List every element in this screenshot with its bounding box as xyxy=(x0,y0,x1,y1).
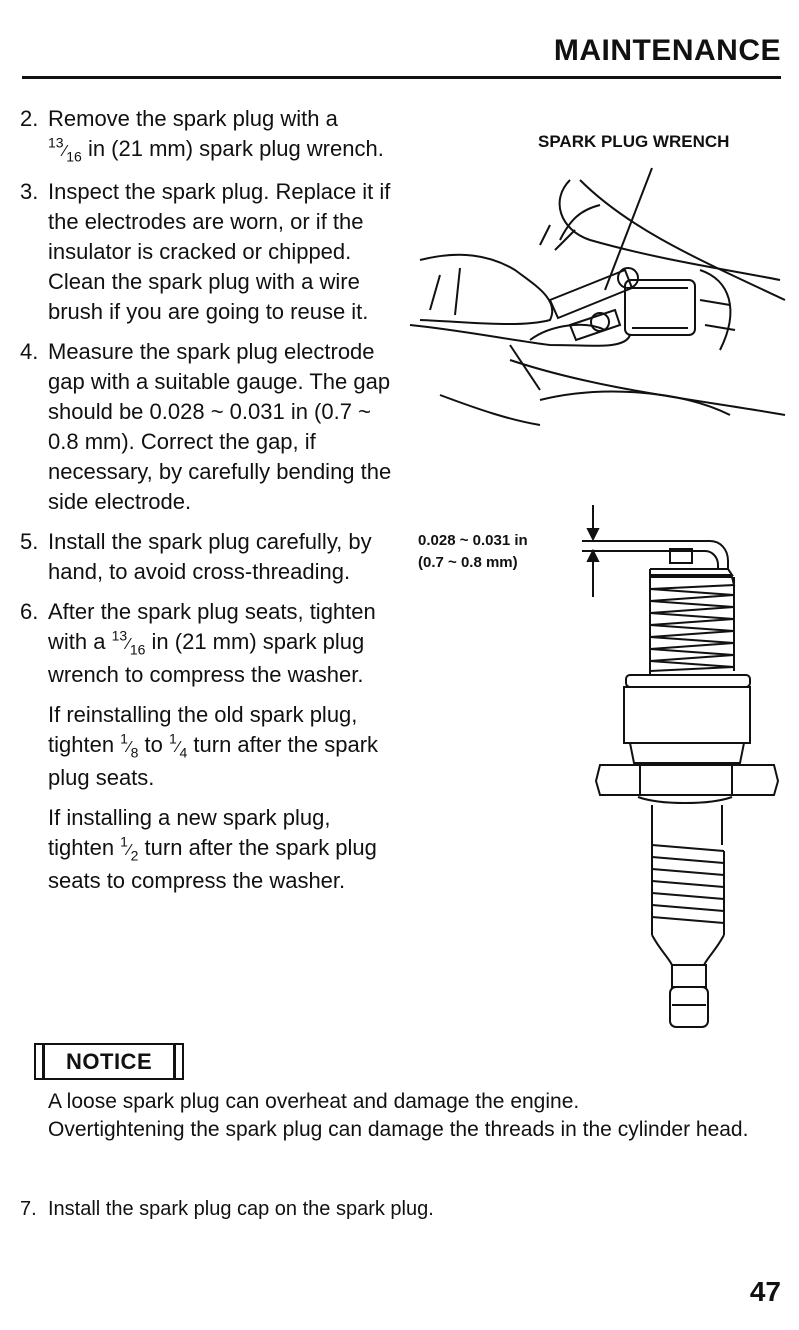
notice-badge: NOTICE xyxy=(34,1043,184,1080)
step-4 xyxy=(20,337,400,517)
fraction-numerator: 13 xyxy=(111,627,128,644)
new-plug-paragraph: If installing a new spark plug, tighten $^1⁄_2$ turn after the spark plug seats to compress the washer. xyxy=(48,805,377,893)
notice-text xyxy=(48,1088,768,1144)
step-text: After the spark plug seats, tighten with a xyxy=(48,599,376,654)
step-2: 2. Remove the spark plug with a $^{13}⁄_{16}$ in (21 mm) spark plug wrench. xyxy=(20,104,400,167)
fraction-numerator: 13 xyxy=(48,134,64,151)
step-text: Remove the spark plug with a xyxy=(48,106,338,131)
header-divider xyxy=(22,76,781,79)
step-number: 6. xyxy=(20,599,39,624)
page-number: 47 xyxy=(749,1276,781,1307)
step-7 xyxy=(20,1198,780,1221)
step-text: in (21 mm) spark plug wrench to compress the washer. xyxy=(48,629,365,687)
section-title: MAINTENANCE xyxy=(553,34,781,67)
step-6: 6. After the spark plug seats, tighten with a $^{13}⁄_{16}$ in (21 mm) spark plug wrench to compress the washer. If reinstalling the old spark plug, tighten $^1⁄_8$ to $^1⁄_4$ turn after the spark plug seats. If installing a new spark plug, tighten $^1⁄_2$ turn after the spark plug seats to compress the washer. xyxy=(20,597,400,896)
instruction-steps xyxy=(20,104,400,906)
step-number: 5. xyxy=(20,529,39,554)
wrench-label: SPARK PLUG WRENCH xyxy=(538,132,730,151)
notice-line: A loose spark plug can overheat and damage the engine. xyxy=(48,1090,580,1113)
spark-plug-illustration xyxy=(560,505,780,1035)
step-number: 2. xyxy=(20,106,39,131)
step-number: 3. xyxy=(20,179,39,204)
gap-spec-label xyxy=(418,530,528,574)
reinstall-paragraph: If reinstalling the old spark plug, tighten $^1⁄_8$ to $^1⁄_4$ turn after the spark plug seats. xyxy=(48,702,379,790)
step-3 xyxy=(20,177,400,327)
wrench-illustration xyxy=(400,150,790,430)
step-5 xyxy=(20,527,400,587)
step-text: Install the spark plug carefully, by hand, to avoid cross-threading. xyxy=(48,529,372,584)
step-text: Inspect the spark plug. Replace it if the electrodes are worn, or if the insulator is cracked or chipped. Clean the spark plug with a wire brush if you are going to reuse it. xyxy=(48,179,391,324)
step-number: 7. xyxy=(20,1198,37,1220)
gap-inches: 0.028 ~ 0.031 in xyxy=(418,532,528,549)
step-text: Install the spark plug cap on the spark plug. xyxy=(48,1198,434,1220)
step-text: in (21 mm) spark plug wrench. xyxy=(81,136,384,161)
notice-line: Overtightening the spark plug can damage the threads in the cylinder head. xyxy=(48,1118,749,1141)
fraction-denominator: 16 xyxy=(66,148,82,165)
gap-millimeters: (0.7 ~ 0.8 mm) xyxy=(418,554,518,571)
step-number: 4. xyxy=(20,339,39,364)
step-text: Measure the spark plug electrode gap with a suitable gauge. The gap should be 0.028 ~ 0.031 in (0.7 ~ 0.8 mm). Correct the gap, if necessary, by carefully bending the side electrode. xyxy=(48,339,392,514)
fraction-denominator: 16 xyxy=(129,641,146,658)
